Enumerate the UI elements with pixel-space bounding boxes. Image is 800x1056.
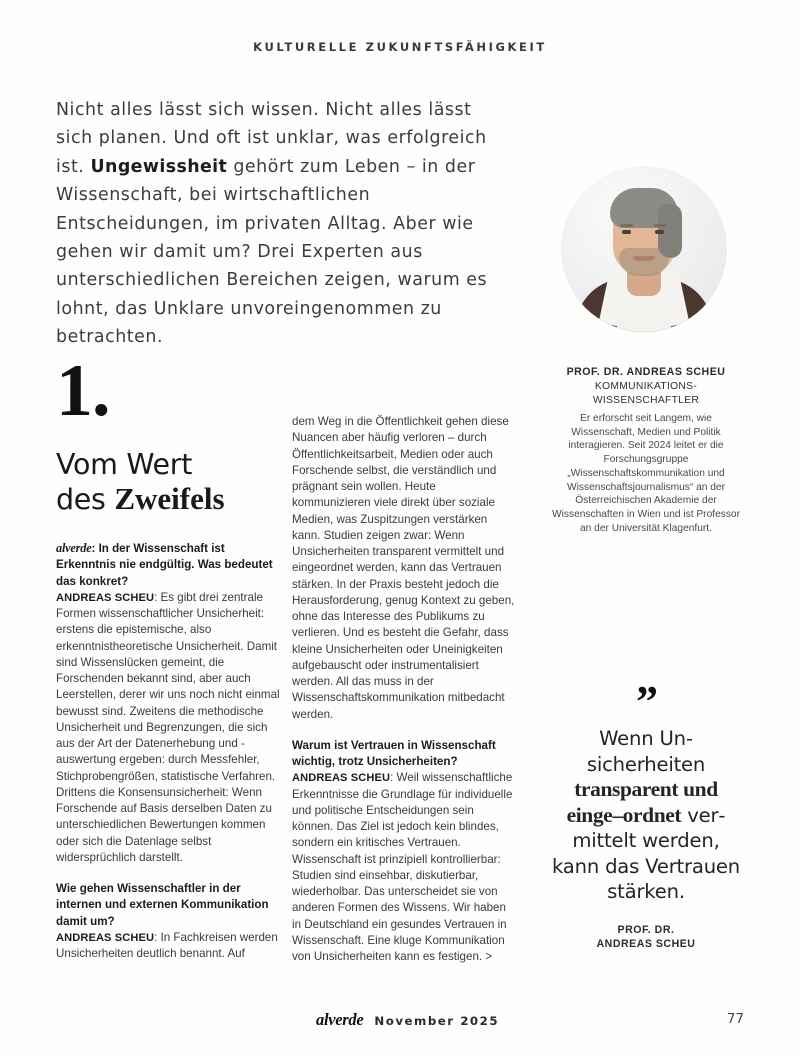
pull-quote-part1: Wenn Unsicherheiten bbox=[586, 727, 706, 776]
section-numeral: 1. bbox=[56, 350, 110, 432]
standfirst-emphasis: Ungewissheit bbox=[90, 156, 228, 177]
footer-masthead bbox=[316, 1010, 499, 1030]
footer-date: November 2025 bbox=[374, 1014, 500, 1028]
pull-quote-bold: transparent und einge–ordnet bbox=[566, 777, 718, 827]
question-3: Warum ist Vertrauen in Wissenschaft wichtig, trotz Unsicherheiten? bbox=[292, 738, 496, 768]
caption-name: PROF. DR. ANDREAS SCHEU bbox=[566, 366, 726, 378]
footer-brand: alverde bbox=[316, 1010, 364, 1029]
standfirst-before: Nicht alles lässt sich wissen. Nicht alles lässt sich planen. Und oft ist unklar, was erfolgreich ist. bbox=[56, 100, 487, 177]
question-1 bbox=[56, 540, 280, 590]
brand-lead-in: alverde bbox=[56, 541, 92, 555]
answer-1-text: : Es gibt drei zentrale Formen wissenschaftlicher Unsicherheit: erstens die epistemische, also erkenntnistheoretische Unsicherheit. Damit sind Wissenslücken gemeint, die Forschenden bekannt sind, aber auch Leerstellen, derer wir uns noch nicht einmal bewusst sind. Zweitens die methodische Unsicherheit und Begrenzungen, die sich aus der Art der Datenerhebung und -auswertung ergeben: durch Messfehler, Stichprobengrößen, statistische Verfahren. Drittens die Konsensunsicherheit: Wenn Forschende auf Basis derselben Daten zu unterschiedlichen Bewertungen kommen oder sich die Datenlage selbst widersprüchlich darstellt. bbox=[56, 590, 280, 864]
caption-role bbox=[548, 380, 744, 407]
body-column-left bbox=[56, 540, 280, 962]
section-title-line2-bold: Zweifels bbox=[114, 481, 225, 516]
caption-bio: Er erforscht seit Langem, wie Wissenschaft, Medien und Politik interagieren. Seit 2024 leitet er die Forschungsgruppe „Wissenschaftskommunikation und Wissenschaftsjournalismus“ an der Österreichischen Akademie der Wissenschaften in Wien und ist Professor an der Universität Klagenfurt. bbox=[552, 413, 740, 534]
body-column-middle bbox=[292, 414, 516, 965]
answer-3-text: : Weil wissenschaftliche Erkenntnisse die Grundlage für individuelle und politische Entscheidungen sein können. Das Ziel ist jedoch kein blindes, sondern ein kritisches Vertrauen. Wissenschaft ist prinzipiell kontrollierbar: Studien sind einsehbar, diskutierbar, wiederholbar. Das unterscheidet sie von anderen Formen des Wissens. Wir haben in Deutschland ein gesundes Vertrauen in Wissenschaft. Eine kluge Kommunikation von Unsicherheiten kann es festigen. bbox=[292, 771, 513, 963]
portrait-eye-left bbox=[622, 230, 631, 234]
pull-quote-text bbox=[548, 726, 744, 905]
standfirst bbox=[56, 96, 508, 352]
quote-mark-icon: ” bbox=[636, 677, 656, 726]
page-footer bbox=[0, 1010, 800, 1030]
portrait-figure bbox=[561, 166, 727, 332]
answer-2-continued: dem Weg in die Öffentlichkeit gehen diese Nuancen aber häufig verloren – durch Öffentlichkeitsarbeit, Medien oder auch Forschende selbst, die verständlich und prägnant sein wollen. Heute kommunizieren viele direkt über soziale Medien, was Zuspitzungen verstärken kann. Studien zeigen zwar: Wenn Unsicherheiten transparent vermittelt und eingeordnet werden, kann das Vertrauen stärken. In der Praxis besteht jedoch die Herausforderung, genug Kontext zu geben, ohne das Interesse des Publikums zu verlieren. Und es besteht die Gefahr, dass kleine Unsicherheiten oder Uneinigkeiten aufgebauscht oder instrumentalisiert werden. All das muss in der Wissenschaftskommunikation mitbedacht werden. bbox=[292, 415, 515, 721]
speaker-label-1: ANDREAS SCHEU bbox=[56, 591, 155, 604]
running-head: KULTURELLE ZUKUNFTSFÄHIGKEIT bbox=[253, 40, 547, 54]
portrait-brow-right bbox=[654, 224, 667, 227]
portrait-caption bbox=[548, 366, 744, 535]
section-title-line1: Vom Wert bbox=[56, 448, 193, 481]
pull-quote-attribution bbox=[548, 923, 744, 951]
pull-quote-part2: vermittelt werden, kann das Vertrauen stärken. bbox=[552, 803, 740, 903]
portrait-brow-left bbox=[620, 224, 633, 227]
speaker-label-2: ANDREAS SCHEU bbox=[56, 931, 155, 944]
section-title bbox=[56, 448, 286, 517]
portrait-eye-right bbox=[655, 230, 664, 234]
question-2: Wie gehen Wissenschaftler in der internen und externen Kommunikation damit um? bbox=[56, 882, 269, 928]
portrait-mouth bbox=[633, 256, 655, 261]
standfirst-after: gehört zum Leben – in der Wissenschaft, bei wirtschaftlichen Entscheidungen, im privaten Alltag. Aber wie gehen wir damit um? Drei Experten aus unterschiedlichen Bereichen zeigen, warum es lohnt, das Unklare unvoreingenommen zu betrachten. bbox=[56, 156, 488, 348]
speaker-label-3: ANDREAS SCHEU bbox=[292, 772, 391, 785]
pull-quote-attr-line1: PROF. DR. bbox=[617, 923, 675, 936]
caption-role-line2: WISSENSCHAFTLER bbox=[592, 394, 700, 406]
portrait-photo bbox=[561, 166, 727, 332]
pull-quote bbox=[548, 677, 744, 951]
page-number: 77 bbox=[726, 1011, 744, 1027]
answer-2-text: : In Fachkreisen werden Unsicherheiten deutlich benannt. Auf bbox=[56, 930, 278, 960]
continue-marker: > bbox=[485, 950, 493, 963]
section-title-line2-plain: des bbox=[56, 483, 115, 516]
question-1-text: : In der Wissenschaft ist Erkenntnis nie endgültig. Was bedeutet das konkret? bbox=[56, 542, 273, 588]
answer-2 bbox=[56, 930, 280, 963]
pull-quote-attr-line2: ANDREAS SCHEU bbox=[596, 937, 696, 950]
answer-3 bbox=[292, 770, 516, 965]
answer-1 bbox=[56, 590, 280, 866]
caption-role-line1: KOMMUNIKATIONS- bbox=[594, 381, 698, 392]
